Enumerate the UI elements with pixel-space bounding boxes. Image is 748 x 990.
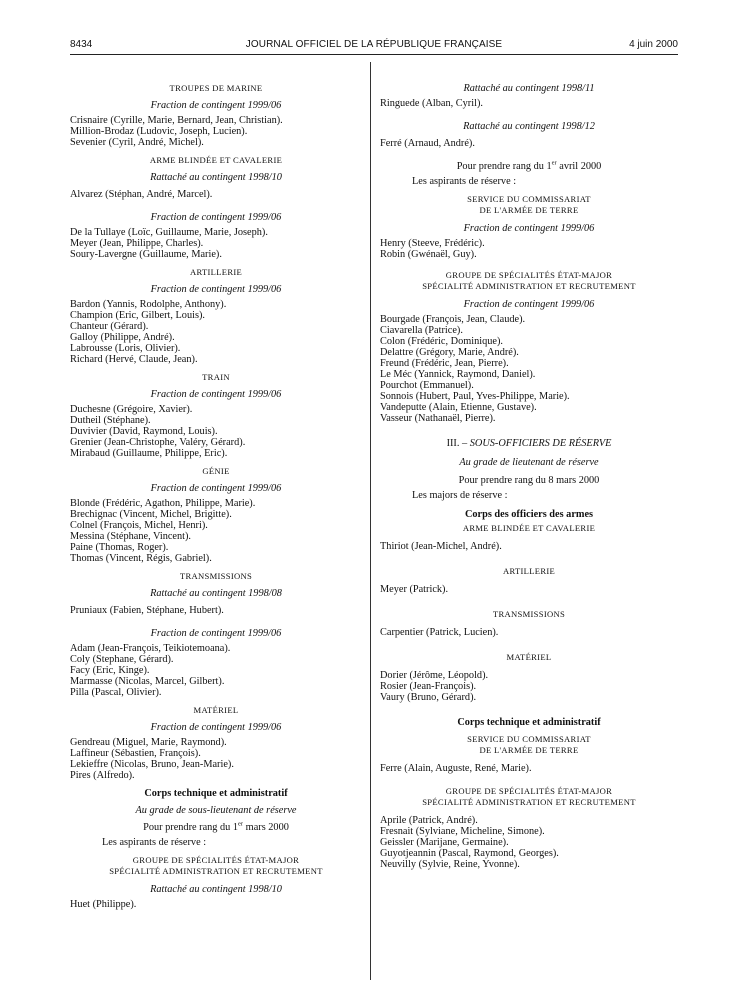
name-entry: Vasseur (Nathanaël, Pierre). [380,413,496,424]
rank-date-suffix: mars 2000 [243,822,289,833]
section-heading: TRANSMISSIONS [179,571,253,581]
name-entry: Laffineur (Sébastien, François). [70,748,201,759]
section-heading: GROUPE DE SPÉCIALITÉS ÉTAT-MAJOR [132,855,300,865]
ordinal-superscript: er [551,159,557,167]
name-entry: Galloy (Philippe, André). [70,332,175,343]
subsection-heading: Rattaché au contingent 1998/10 [150,884,282,895]
subsection-heading: Fraction de contingent 1999/06 [150,389,282,400]
section-heading: SPÉCIALITÉ ADMINISTRATION ET RECRUTEMENT [422,281,636,291]
section-heading: MATÉRIEL [506,652,552,662]
name-entry: De la Tullaye (Loïc, Guillaume, Marie, Joseph). [70,227,268,238]
name-entry: Pilla (Pascal, Olivier). [70,687,162,698]
subsection-heading: Fraction de contingent 1999/06 [150,100,282,111]
name-entry: Blonde (Frédéric, Agathon, Philippe, Marie). [70,498,256,509]
section-heading: ARME BLINDÉE ET CAVALERIE [149,155,283,165]
subsection-heading: Fraction de contingent 1999/06 [150,284,282,295]
part-number: III. – [446,438,470,449]
name-entry: Rosier (Jean-François). [380,681,477,692]
rank-date-suffix: avril 2000 [556,161,602,172]
section-heading: ARME BLINDÉE ET CAVALERIE [462,523,596,533]
page-number: 8434 [70,39,93,50]
rank-date-line [380,161,678,172]
name-entry: Aprile (Patrick, André). [380,815,478,826]
name-entry: Soury-Lavergne (Guillaume, Marie). [70,249,222,260]
name-entry: Ringuede (Alban, Cyril). [380,98,483,109]
section-heading: GÉNIE [202,466,230,476]
section-heading: SERVICE DU COMMISSARIAT [467,734,591,744]
name-entry: Dutheil (Stéphane). [70,415,151,426]
name-entry: Pruniaux (Fabien, Stéphane, Hubert). [70,605,224,616]
intro-line: Les aspirants de réserve : [102,837,207,848]
section-heading: TRANSMISSIONS [492,609,566,619]
right-column [380,83,678,870]
section-heading: TROUPES DE MARINE [169,83,263,93]
name-entry: Meyer (Jean, Philippe, Charles). [70,238,204,249]
section-heading: GROUPE DE SPÉCIALITÉS ÉTAT-MAJOR [445,270,613,280]
name-entry: Messina (Stéphane, Vincent). [70,531,192,542]
name-entry: Sevenier (Cyril, André, Michel). [70,137,204,148]
name-entry: Huet (Philippe). [70,899,137,910]
name-entry: Fresnait (Sylviane, Micheline, Simone). [380,826,545,837]
name-entry: Bourgade (François, Jean, Claude). [380,314,526,325]
name-entry: Richard (Hervé, Claude, Jean). [70,354,198,365]
rank-date-prefix: Pour prendre rang du 1 [143,822,239,833]
part-title: SOUS-OFFICIERS DE RÉSERVE [469,438,612,449]
name-entry: Guyotjeannin (Pascal, Raymond, Georges). [380,848,559,859]
name-entry: Lekieffre (Nicolas, Bruno, Jean-Marie). [70,759,234,770]
name-entry: Ciavarella (Patrice). [380,325,463,336]
issue-date: 4 juin 2000 [629,39,678,50]
name-entry: Mirabaud (Guillaume, Philippe, Eric). [70,448,228,459]
section-heading: MATÉRIEL [193,705,239,715]
column-divider [370,62,371,980]
name-entry: Labrousse (Loris, Olivier). [70,343,181,354]
name-entry: Alvarez (Stéphan, André, Marcel). [70,189,213,200]
name-entry: Crisnaire (Cyrille, Marie, Bernard, Jean, Christian). [70,115,283,126]
name-entry: Duchesne (Grégoire, Xavier). [70,404,193,415]
name-entry: Pires (Alfredo). [70,770,135,781]
subsection-heading: Au grade de lieutenant de réserve [459,457,599,468]
name-entry: Delattre (Grégory, Marie, André). [380,347,519,358]
section-heading: TRAIN [202,372,230,382]
name-entry: Neuvilly (Sylvie, Reine, Yvonne). [380,859,520,870]
name-entry: Le Méc (Yannick, Raymond, Daniel). [380,369,536,380]
journal-title: JOURNAL OFFICIEL DE LA RÉPUBLIQUE FRANÇAISE [245,39,503,50]
section-heading: DE L'ARMÉE DE TERRE [479,205,579,215]
name-entry: Coly (Stephane, Gérard). [70,654,174,665]
corps-heading: Corps technique et administratif [144,788,288,799]
name-entry: Thiriot (Jean-Michel, André). [380,541,502,552]
subsection-heading: Rattaché au contingent 1998/12 [463,121,595,132]
intro-line: Les aspirants de réserve : [412,176,517,187]
rank-date-prefix: Pour prendre rang du 1 [456,161,552,172]
subsection-heading: Rattaché au contingent 1998/11 [463,83,595,94]
name-entry: Bardon (Yannis, Rodolphe, Anthony). [70,299,227,310]
section-heading: ARTILLERIE [189,267,243,277]
corps-heading: Corps des officiers des armes [464,509,594,520]
name-entry: Carpentier (Patrick, Lucien). [380,627,499,638]
corps-heading: Corps technique et administratif [457,717,601,728]
section-heading: SPÉCIALITÉ ADMINISTRATION ET RECRUTEMENT [109,866,323,876]
name-entry: Paine (Thomas, Roger). [70,542,169,553]
part-heading [380,438,678,449]
name-entry: Gendreau (Miguel, Marie, Raymond). [70,737,227,748]
subsection-heading: Fraction de contingent 1999/06 [463,299,595,310]
section-heading: ARTILLERIE [502,566,556,576]
subsection-heading: Fraction de contingent 1999/06 [150,628,282,639]
name-entry: Henry (Steeve, Frédéric). [380,238,485,249]
left-column [70,83,362,910]
name-entry: Vandeputte (Alain, Etienne, Gustave). [380,402,537,413]
name-entry: Thomas (Vincent, Régis, Gabriel). [70,553,212,564]
rank-date-line: Pour prendre rang du 8 mars 2000 [458,475,600,486]
name-entry: Meyer (Patrick). [380,584,449,595]
name-entry: Colon (Frédéric, Dominique). [380,336,503,347]
ordinal-superscript: er [238,820,244,828]
name-entry: Adam (Jean-François, Teikiotemoana). [70,643,231,654]
subsection-heading: Fraction de contingent 1999/06 [150,212,282,223]
name-entry: Brechignac (Vincent, Michel, Brigitte). [70,509,232,520]
section-heading: GROUPE DE SPÉCIALITÉS ÉTAT-MAJOR [445,786,613,796]
subsection-heading: Fraction de contingent 1999/06 [150,722,282,733]
name-entry: Geissler (Marijane, Germaine). [380,837,509,848]
name-entry: Marmasse (Nicolas, Marcel, Gilbert). [70,676,225,687]
name-entry: Sonnois (Hubert, Paul, Yves-Philippe, Marie). [380,391,570,402]
section-heading: SPÉCIALITÉ ADMINISTRATION ET RECRUTEMENT [422,797,636,807]
name-entry: Colnel (François, Michel, Henri). [70,520,208,531]
name-entry: Chanteur (Gérard). [70,321,149,332]
name-entry: Dorier (Jérôme, Léopold). [380,670,489,681]
section-heading: DE L'ARMÉE DE TERRE [479,745,579,755]
rank-date-line [70,822,362,833]
name-entry: Robin (Gwénaël, Guy). [380,249,477,260]
name-entry: Ferré (Arnaud, André). [380,138,475,149]
subsection-heading: Fraction de contingent 1999/06 [463,223,595,234]
name-entry: Ferre (Alain, Auguste, René, Marie). [380,763,532,774]
name-entry: Duvivier (David, Raymond, Louis). [70,426,218,437]
intro-line: Les majors de réserve : [412,490,508,501]
section-heading: SERVICE DU COMMISSARIAT [467,194,591,204]
subsection-heading: Rattaché au contingent 1998/10 [150,172,282,183]
name-entry: Million-Brodaz (Ludovic, Joseph, Lucien). [70,126,248,137]
name-entry: Pourchot (Emmanuel). [380,380,474,391]
name-entry: Vaury (Bruno, Gérard). [380,692,477,703]
name-entry: Champion (Eric, Gilbert, Louis). [70,310,205,321]
subsection-heading: Au grade de sous-lieutenant de réserve [135,805,297,816]
name-entry: Freund (Frédéric, Jean, Pierre). [380,358,509,369]
name-entry: Facy (Eric, Kinge). [70,665,150,676]
subsection-heading: Rattaché au contingent 1998/08 [150,588,282,599]
name-entry: Grenier (Jean-Christophe, Valéry, Gérard). [70,437,246,448]
subsection-heading: Fraction de contingent 1999/06 [150,483,282,494]
page-header [70,38,678,55]
